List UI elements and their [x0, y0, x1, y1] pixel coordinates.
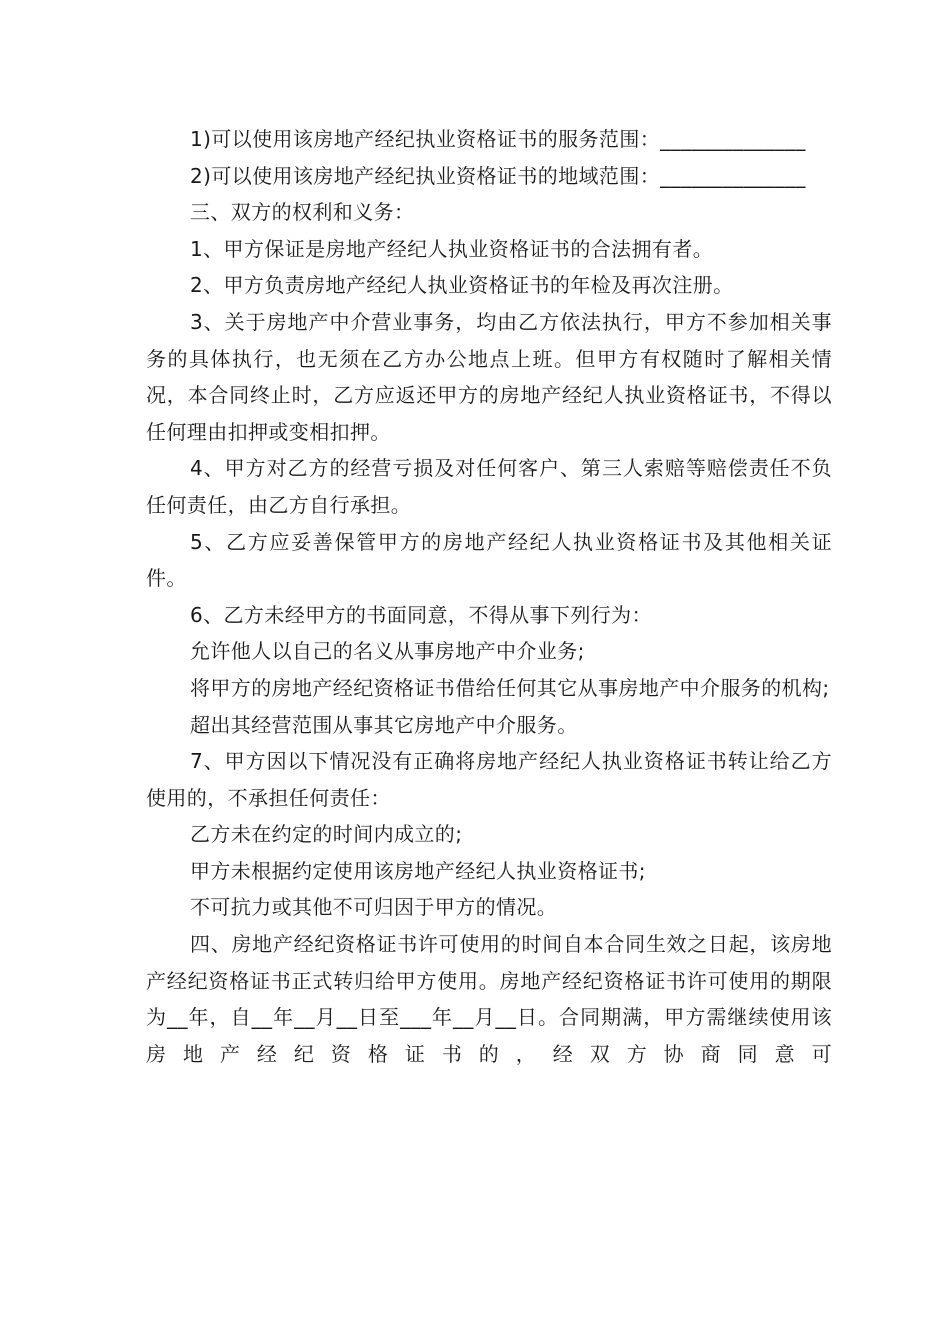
document-page: [146, 121, 832, 1072]
clause-6-item-3: 超出其经营范围从事其它房地产中介服务。: [190, 712, 578, 737]
clause-6-item-1: 允许他人以自己的名义从事房地产中介业务;: [190, 639, 585, 664]
region-scope-clause: 2)可以使用该房地产经纪执业资格证书的地域范围：______________: [190, 163, 806, 188]
section-four-license-term: 四、房地产经纪资格证书许可使用的时间自本合同生效之日起，该房地产经纪资格证书正式转归给甲方使用。房地产经纪资格证书许可使用的期限为__年，自__年__月__日至___年__月__日。合同期满，甲方需继续使用该房地产经纪资格证书的，经双方协商同意可: [146, 932, 832, 1066]
clause-5: 5、乙方应妥善保管甲方的房地产经纪人执业资格证书及其他相关证件。: [146, 529, 832, 591]
section-heading-rights-obligations: 三、双方的权利和义务：: [190, 200, 415, 225]
clause-3: 3、关于房地产中介营业事务，均由乙方依法执行，甲方不参加相关事务的具体执行，也无须在乙方办公地点上班。但甲方有权随时了解相关情况，本合同终止时，乙方应返还甲方的房地产经纪人执业资格证书，不得以任何理由扣押或变相扣押。: [146, 309, 832, 444]
clause-7: 7、甲方因以下情况没有正确将房地产经纪人执业资格证书转让给乙方使用的，不承担任何责任：: [146, 749, 832, 810]
clause-7-item-3: 不可抗力或其他不可归因于甲方的情况。: [190, 895, 558, 920]
service-scope-clause: 1)可以使用该房地产经纪执业资格证书的服务范围：______________: [190, 127, 806, 151]
clause-1: 1、甲方保证是房地产经纪人执业资格证书的合法拥有者。: [190, 236, 714, 261]
clause-7-item-2: 甲方未根据约定使用该房地产经纪人执业资格证书;: [190, 858, 646, 883]
clause-2: 2、甲方负责房地产经纪人执业资格证书的年检及再次注册。: [190, 273, 734, 298]
clause-6-item-2: 将甲方的房地产经纪资格证书借给任何其它从事房地产中介服务的机构;: [190, 675, 830, 700]
clause-4: 4、甲方对乙方的经营亏损及对任何客户、第三人索赔等赔偿责任不负任何责任，由乙方自行承担。: [146, 456, 832, 517]
clause-7-item-1: 乙方未在约定的时间内成立的;: [190, 822, 463, 847]
clause-6: 6、乙方未经甲方的书面同意，不得从事下列行为：: [190, 602, 652, 627]
